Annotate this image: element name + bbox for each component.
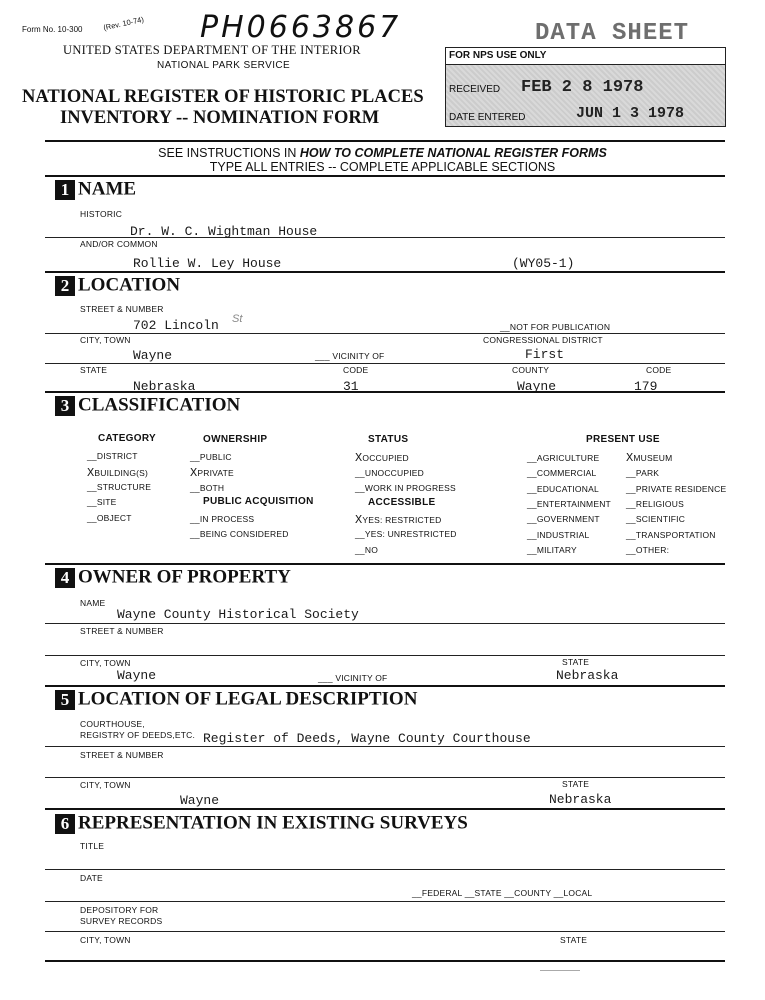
use-option: __ENTERTAINMENT [527,499,611,509]
section-divider [45,271,725,273]
common-name-label: AND/OR COMMON [80,239,158,249]
owner-state-value: Nebraska [556,668,619,683]
handwritten-reference-number: PH0663867 [200,10,402,45]
congressional-district-label: CONGRESSIONAL DISTRICT [483,335,603,345]
owner-city-label: CITY, TOWN [80,658,131,668]
legal-state-label: STATE [562,779,590,789]
accessible-heading: ACCESSIBLE [368,497,436,508]
field-line [45,333,725,334]
section-divider [45,391,725,393]
section-2-heading: 2 LOCATION [55,274,180,297]
header-divider [45,140,725,142]
ownership-option: __BOTH [190,483,225,493]
section-number: 2 [55,276,75,296]
use-option: __MILITARY [527,545,577,555]
state-code-label: CODE [343,365,369,375]
survey-title-label: TITLE [80,841,105,851]
instructions-line1: SEE INSTRUCTIONS IN HOW TO COMPLETE NATIONAL REGISTER FORMS [158,146,607,160]
vicinity-of-label: ___ VICINITY OF [315,351,385,361]
field-line [45,869,725,870]
use-option-checked: XMUSEUM [626,451,673,465]
county-code-value: 179 [634,379,658,394]
date-entered-label: DATE ENTERED [449,112,526,123]
category-option: __SITE [87,497,117,507]
legal-street-label: STREET & NUMBER [80,750,164,760]
city-town-label: CITY, TOWN [80,335,131,345]
city-value: Wayne [133,348,173,363]
use-option: __EDUCATIONAL [527,484,599,494]
registry-label: REGISTRY OF DEEDS,ETC. [80,730,196,740]
field-line [45,901,725,902]
ownership-heading: OWNERSHIP [203,434,268,445]
section-number: 6 [55,814,75,834]
status-option: __UNOCCUPIED [355,468,424,478]
status-option: __WORK IN PROGRESS [355,483,456,493]
use-option: __AGRICULTURE [527,453,600,463]
survey-records-label: SURVEY RECORDS [80,916,163,926]
owner-vicinity-label: ___ VICINITY OF [318,673,388,683]
field-line [45,655,725,656]
field-line [45,931,725,932]
status-option-checked: XOCCUPIED [355,451,409,465]
acquisition-option: __IN PROCESS [190,514,255,524]
data-sheet-stamp: DATA SHEET [535,20,690,47]
use-option: __PARK [626,468,660,478]
section-number: 1 [55,180,75,200]
form-number: Form No. 10-300 [22,25,83,34]
accessible-option: __YES: UNRESTRICTED [355,529,457,539]
department-name: UNITED STATES DEPARTMENT OF THE INTERIOR [63,43,361,57]
historic-name-value: Dr. W. C. Wightman House [130,224,318,239]
field-line [45,237,725,238]
legal-city-label: CITY, TOWN [80,780,131,790]
section-number: 3 [55,396,75,416]
form-title-line2: INVENTORY -- NOMINATION FORM [60,108,380,128]
use-option: __PRIVATE RESIDENCE [626,484,727,494]
field-line [45,363,725,364]
nps-use-only-box [445,47,726,127]
section-number: 4 [55,568,75,588]
state-code-value: 31 [343,379,359,394]
state-label: STATE [80,365,108,375]
county-value: Wayne [517,379,557,394]
field-line [45,746,725,747]
section-4-heading: 4 OWNER OF PROPERTY [55,566,291,589]
category-option: __STRUCTURE [87,482,152,492]
survey-state-label: STATE [560,935,588,945]
use-option: __GOVERNMENT [527,514,600,524]
section-divider [45,808,725,810]
instructions-line2: TYPE ALL ENTRIES -- COMPLETE APPLICABLE SECTIONS [209,160,556,174]
survey-level-options: __FEDERAL __STATE __COUNTY __LOCAL [412,888,593,898]
street-number-label: STREET & NUMBER [80,304,164,314]
agency-name: NATIONAL PARK SERVICE [157,60,291,71]
state-value: Nebraska [133,379,196,394]
survey-date-label: DATE [80,873,103,883]
historic-label: HISTORIC [80,209,123,219]
owner-city-value: Wayne [117,668,157,683]
use-option: __OTHER: [626,545,670,555]
section-number: 5 [55,690,75,710]
stray-mark [540,970,580,971]
survey-city-label: CITY, TOWN [80,935,131,945]
use-option: __RELIGIOUS [626,499,684,509]
section-divider [45,563,725,565]
section-6-heading: 6 REPRESENTATION IN EXISTING SURVEYS [55,812,468,835]
received-date: FEB 2 8 1978 [521,78,644,97]
section-3-heading: 3 CLASSIFICATION [55,394,240,417]
use-option: __SCIENTIFIC [626,514,686,524]
owner-street-label: STREET & NUMBER [80,626,164,636]
handwritten-street-mark: St [232,313,243,325]
owner-state-label: STATE [562,657,590,667]
accessible-option-checked: XYES: RESTRICTED [355,513,442,527]
category-option: __OBJECT [87,513,132,523]
use-option: __TRANSPORTATION [626,530,716,540]
use-option: __INDUSTRIAL [527,530,590,540]
site-code: (WY05-1) [512,256,575,271]
category-option: __DISTRICT [87,451,138,461]
category-heading: CATEGORY [98,433,156,444]
ownership-option-checked: XPRIVATE [190,466,234,480]
acquisition-option: __BEING CONSIDERED [190,529,289,539]
county-label: COUNTY [512,365,550,375]
owner-name-value: Wayne County Historical Society [117,607,359,622]
ownership-option: __PUBLIC [190,452,232,462]
county-code-label: CODE [646,365,672,375]
instructions-divider [45,175,725,177]
received-label: RECEIVED [449,84,501,95]
field-line [45,623,725,624]
courthouse-label: COURTHOUSE, [80,719,145,729]
field-line [45,777,725,778]
section-divider [45,960,725,962]
courthouse-value: Register of Deeds, Wayne County Courthouse [203,731,531,746]
nps-box-label: FOR NPS USE ONLY [449,50,547,61]
depository-label: DEPOSITORY FOR [80,905,159,915]
congressional-district-value: First [525,347,565,362]
section-1-heading: 1 NAME [55,178,136,201]
public-acquisition-heading: PUBLIC ACQUISITION [203,496,314,507]
status-heading: STATUS [368,434,409,445]
form-title-line1: NATIONAL REGISTER OF HISTORIC PLACES [22,87,424,107]
category-option-checked: XBUILDING(S) [87,466,149,480]
street-value: 702 Lincoln [133,318,219,333]
legal-city-value: Wayne [180,793,220,808]
use-option: __COMMERCIAL [527,468,597,478]
not-for-publication-option: __NOT FOR PUBLICATION [500,322,611,332]
date-entered-value: JUN 1 3 1978 [576,105,685,122]
present-use-heading: PRESENT USE [586,434,660,445]
common-name-value: Rollie W. Ley House [133,256,282,271]
section-divider [45,685,725,687]
revision-note: (Rev. 10-74) [102,14,145,33]
legal-state-value: Nebraska [549,792,612,807]
accessible-option: __NO [355,545,379,555]
section-5-heading: 5 LOCATION OF LEGAL DESCRIPTION [55,688,417,711]
owner-name-label: NAME [80,598,106,608]
